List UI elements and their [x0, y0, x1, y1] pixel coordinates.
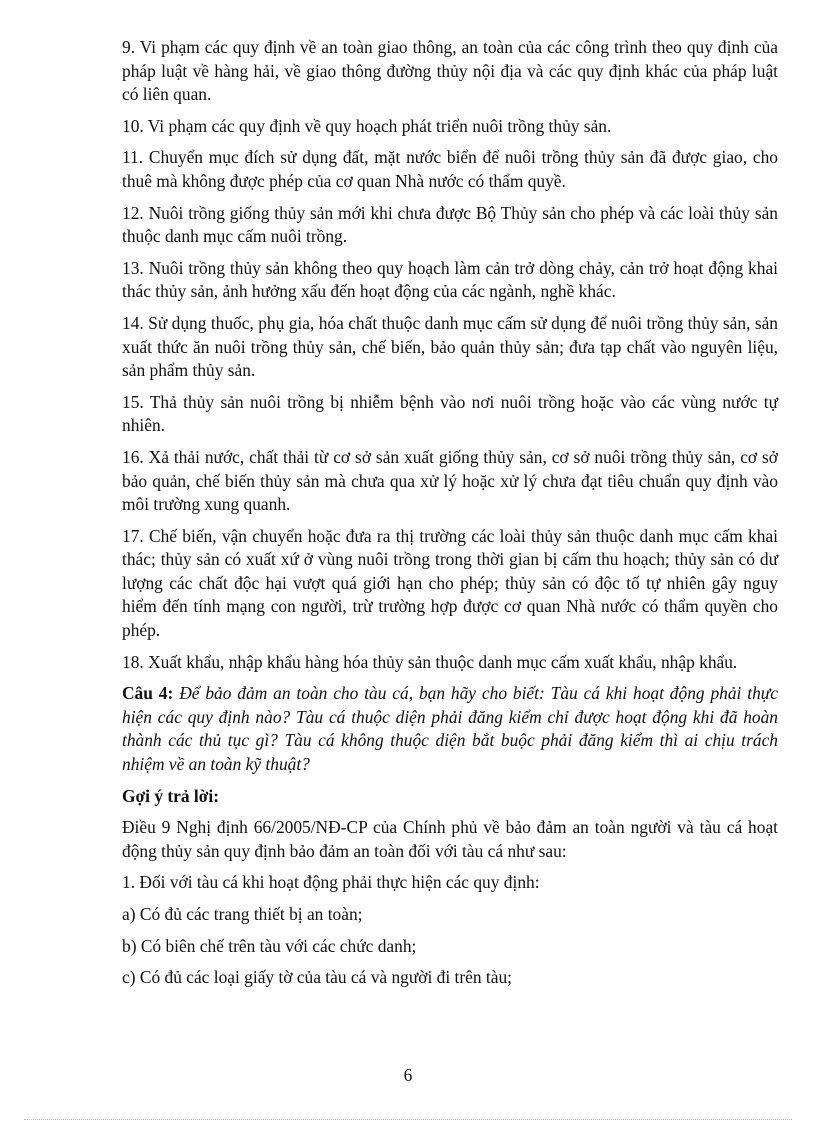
- page-number: 6: [403, 1065, 413, 1085]
- answer-sub-item-b: b) Có biên chế trên tàu với các chức danh;: [122, 935, 417, 956]
- list-item-10: 10. Vi phạm các quy định về quy hoạch phát triển nuôi trồng thủy sản.: [122, 115, 612, 136]
- document-page: [122, 36, 778, 998]
- list-item-11: 11. Chuyển mục đích sử dụng đất, mặt nước biển để nuôi trồng thủy sản đã được giao, cho thuê mà không được phép của cơ quan Nhà nước có thẩm quyề.: [122, 147, 778, 191]
- answer-heading: Gợi ý trả lời:: [122, 785, 220, 806]
- list-item-15: 15. Thả thủy sản nuôi trồng bị nhiễm bệnh vào nơi nuôi trồng hoặc vào các vùng nước tự nhiên.: [122, 391, 778, 436]
- question-label: Câu 4:: [122, 683, 174, 704]
- list-item-9: 9. Vi phạm các quy định về an toàn giao thông, an toàn của các công trình theo quy định của pháp luật về hàng hải, về giao thông đường thủy nội địa và các quy định khác của pháp luật có liên quan.: [122, 37, 778, 105]
- question-text: Để bảo đảm an toàn cho tàu cá, bạn hãy cho biết: Tàu cá khi hoạt động phải thực hiện các quy định nào? Tàu cá thuộc diện phải đăng kiểm chỉ được hoạt động khi đã hoàn thành các thủ tục gì? Tàu cá không thuộc diện bắt buộc phải đăng kiểm thì ai chịu trách nhiệm về an toàn kỹ thuật?: [122, 683, 778, 775]
- list-item-13: 13. Nuôi trồng thủy sản không theo quy hoạch làm cản trở dòng chảy, cản trở hoạt động khai thác thủy sản, ảnh hưởng xấu đến hoạt động của các ngành, nghề khác.: [122, 257, 778, 302]
- answer-sub-item-a: a) Có đủ các trang thiết bị an toàn;: [122, 904, 363, 924]
- list-item-14: 14. Sử dụng thuốc, phụ gia, hóa chất thuộc danh mục cấm sử dụng để nuôi trồng thủy sản, sản xuất thức ăn nuôi trồng thủy sản, chế biến, bảo quản thủy sản; đưa tạp chất vào nguyên liệu, sản phẩm thủy sản.: [122, 312, 778, 381]
- list-item-17: 17. Chế biến, vận chuyển hoặc đưa ra thị trường các loài thủy sản thuộc danh mục cấm khai thác; thủy sản có xuất xứ ở vùng nuôi trồng trong thời gian bị cấm thu hoạch; thủy sản có dư lượng các chất độc hại vượt quá giới hạn cho phép; thủy sản có độc tố tự nhiên gây nguy hiểm đến tính mạng con người, trừ trường hợp được cơ quan Nhà nước có thẩm quyền cho phép.: [122, 525, 778, 641]
- question-4: [122, 682, 778, 776]
- list-item-16: 16. Xả thải nước, chất thải từ cơ sở sản xuất giống thủy sản, cơ sở nuôi trồng thủy sản, cơ sở bảo quản, chế biến thủy sản mà chưa qua xử lý hoặc xử lý chưa đạt tiêu chuẩn quy định vào môi trường xung quanh.: [122, 446, 778, 515]
- answer-sub-item-c: c) Có đủ các loại giấy tờ của tàu cá và người đi trên tàu;: [122, 967, 512, 988]
- answer-point-1: 1. Đối với tàu cá khi hoạt động phải thực hiện các quy định:: [122, 872, 540, 893]
- list-item-12: 12. Nuôi trồng giống thủy sản mới khi chưa được Bộ Thủy sản cho phép và các loài thủy sản thuộc danh mục cấm nuôi trồng.: [122, 202, 778, 247]
- page-bottom-divider: [24, 1119, 792, 1120]
- list-item-18: 18. Xuất khẩu, nhập khẩu hàng hóa thủy sản thuộc danh mục cấm xuất khẩu, nhập khẩu.: [122, 651, 738, 672]
- answer-intro: Điều 9 Nghị định 66/2005/NĐ-CP của Chính phủ về bảo đảm an toàn người và tàu cá hoạt động thủy sản quy định bảo đảm an toàn đối với tàu cá như sau:: [122, 817, 778, 861]
